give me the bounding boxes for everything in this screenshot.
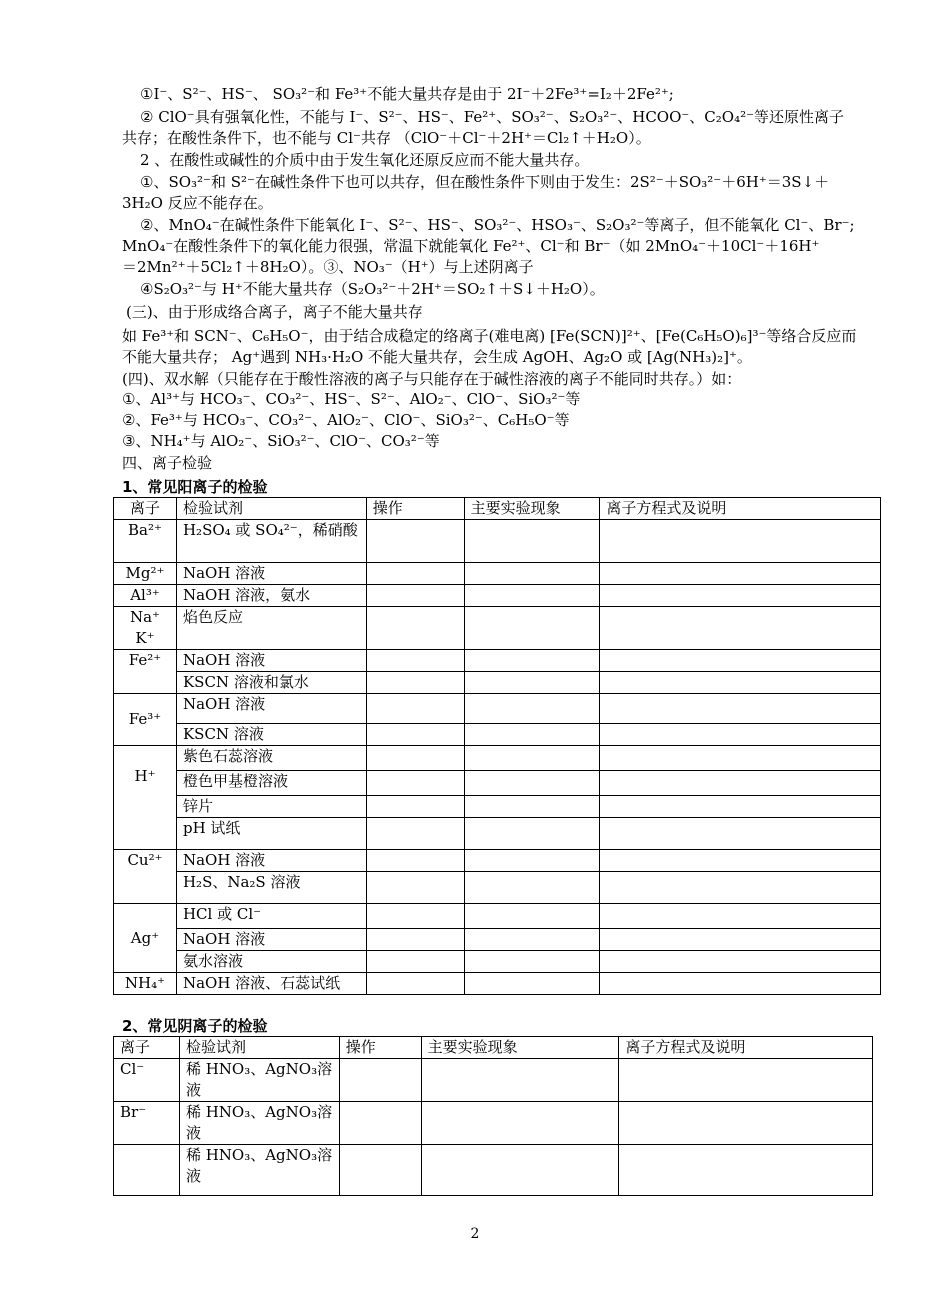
ion-cell: Fe²⁺	[114, 650, 177, 694]
table-row	[114, 563, 881, 585]
blank-cell	[366, 724, 464, 746]
blank-cell	[600, 724, 881, 746]
ion-cell	[114, 1145, 180, 1196]
paragraph: ＝2Mn²⁺＋5Cl₂↑＋8H₂O）。③、NO₃⁻（H⁺）与上述阴离子	[122, 258, 534, 276]
table-row	[114, 1145, 873, 1196]
reagent-cell: 稀 HNO₃、AgNO₃溶液	[179, 1102, 339, 1145]
blank-cell	[366, 672, 464, 694]
blank-cell	[600, 973, 881, 995]
paragraph: MnO₄⁻在酸性条件下的氧化能力很强，常温下就能氧化 Fe²⁺、Cl⁻和 Br⁻（如 2MnO₄⁻＋10Cl⁻＋16H⁺	[122, 237, 820, 255]
blank-cell	[600, 796, 881, 818]
blank-cell	[464, 818, 600, 850]
paragraph: ③、NH₄⁺与 AlO₂⁻、SiO₃²⁻、ClO⁻、CO₃²⁻等	[122, 432, 440, 450]
blank-cell	[600, 929, 881, 951]
header-cell: 主要实验现象	[464, 498, 600, 520]
blank-cell	[366, 796, 464, 818]
table-row	[114, 1059, 873, 1102]
blank-cell	[464, 951, 600, 973]
ion-cell: NH₄⁺	[114, 973, 177, 995]
table-row	[114, 1102, 873, 1145]
paragraph: 不能大量共存； Ag⁺遇到 NH₃·H₂O 不能大量共存，会生成 AgOH、Ag₂O 或 [Ag(NH₃)₂]⁺。	[122, 348, 752, 366]
paragraph: 如 Fe³⁺和 SCN⁻、C₆H₅O⁻，由于结合成稳定的络离子(难电离) [Fe(SCN)]²⁺、[Fe(C₆H₅O)₆]³⁻等络合反应而	[122, 327, 857, 345]
blank-cell	[600, 607, 881, 650]
blank-cell	[464, 746, 600, 771]
blank-cell	[464, 796, 600, 818]
table-header-row	[114, 498, 881, 520]
ion-cell: Ag⁺	[114, 904, 177, 973]
blank-cell	[600, 694, 881, 724]
header-cell: 离子	[114, 1037, 180, 1059]
header-cell: 离子方程式及说明	[619, 1037, 873, 1059]
reagent-cell: NaOH 溶液	[176, 650, 366, 672]
header-cell: 检验试剂	[179, 1037, 339, 1059]
blank-cell	[464, 929, 600, 951]
blank-cell	[600, 904, 881, 929]
table-row	[114, 520, 881, 563]
paragraph: 共存；在酸性条件下，也不能与 Cl⁻共存 （ClO⁻＋Cl⁻＋2H⁺＝Cl₂↑＋H₂O）。	[122, 129, 651, 147]
table-row	[114, 796, 881, 818]
paragraph: ①、SO₃²⁻和 S²⁻在碱性条件下也可以共存，但在酸性条件下则由于发生：2S²⁻＋SO₃²⁻＋6H⁺＝3S↓＋	[140, 173, 830, 191]
blank-cell	[464, 724, 600, 746]
table-row	[114, 746, 881, 771]
cation-table-title: 1、常见阳离子的检验	[122, 478, 268, 496]
blank-cell	[421, 1145, 619, 1196]
table-row	[114, 650, 881, 672]
table-row	[114, 771, 881, 796]
reagent-cell: 橙色甲基橙溶液	[176, 771, 366, 796]
blank-cell	[366, 951, 464, 973]
blank-cell	[366, 872, 464, 904]
table-row	[114, 607, 881, 650]
table-row	[114, 585, 881, 607]
reagent-cell: NaOH 溶液	[176, 850, 366, 872]
blank-cell	[619, 1059, 873, 1102]
reagent-cell: 焰色反应	[176, 607, 366, 650]
blank-cell	[619, 1102, 873, 1145]
blank-cell	[464, 850, 600, 872]
reagent-cell: 稀 HNO₃、AgNO₃溶液	[179, 1059, 339, 1102]
blank-cell	[464, 563, 600, 585]
paragraph: ①I⁻、S²⁻、HS⁻、 SO₃²⁻和 Fe³⁺不能大量共存是由于 2I⁻＋2Fe³⁺=I₂＋2Fe²⁺;	[140, 85, 674, 103]
section-heading: 四、离子检验	[122, 454, 213, 472]
blank-cell	[366, 929, 464, 951]
blank-cell	[464, 585, 600, 607]
table-header-row	[114, 1037, 873, 1059]
blank-cell	[421, 1059, 619, 1102]
anion-table-title: 2、常见阴离子的检验	[122, 1017, 268, 1035]
paragraph: ④S₂O₃²⁻与 H⁺不能大量共存（S₂O₃²⁻＋2H⁺＝SO₂↑＋S↓＋H₂O）。	[140, 280, 605, 298]
table-row	[114, 929, 881, 951]
table-row	[114, 872, 881, 904]
header-cell: 主要实验现象	[421, 1037, 619, 1059]
blank-cell	[339, 1059, 421, 1102]
reagent-cell: NaOH 溶液，氨水	[176, 585, 366, 607]
blank-cell	[600, 563, 881, 585]
blank-cell	[366, 850, 464, 872]
blank-cell	[366, 818, 464, 850]
blank-cell	[464, 872, 600, 904]
cation-test-table	[113, 497, 881, 995]
blank-cell	[600, 818, 881, 850]
ion-cell: Br⁻	[114, 1102, 180, 1145]
blank-cell	[464, 973, 600, 995]
blank-cell	[366, 563, 464, 585]
paragraph: ①、Al³⁺与 HCO₃⁻、CO₃²⁻、HS⁻、S²⁻、AlO₂⁻、ClO⁻、SiO₃²⁻等	[122, 390, 581, 408]
ion-cell: Al³⁺	[114, 585, 177, 607]
blank-cell	[366, 746, 464, 771]
subheading: (四)、双水解（只能存在于酸性溶液的离子与只能存在于碱性溶液的离子不能同时共存。）如：	[122, 370, 742, 388]
reagent-cell: 氨水溶液	[176, 951, 366, 973]
reagent-cell: HCl 或 Cl⁻	[176, 904, 366, 929]
blank-cell	[366, 973, 464, 995]
reagent-cell: pH 试纸	[176, 818, 366, 850]
ion-cell: Na⁺ K⁺	[114, 607, 177, 650]
blank-cell	[339, 1145, 421, 1196]
reagent-cell: 锌片	[176, 796, 366, 818]
reagent-cell: KSCN 溶液和氯水	[176, 672, 366, 694]
paragraph: ②、Fe³⁺与 HCO₃⁻、CO₃²⁻、AlO₂⁻、ClO⁻、SiO₃²⁻、C₆H₅O⁻等	[122, 411, 570, 429]
blank-cell	[600, 746, 881, 771]
paragraph: ② ClO⁻具有强氧化性，不能与 I⁻、S²⁻、HS⁻、Fe²⁺、SO₃²⁻、S₂O₃²⁻、HCOO⁻、C₂O₄²⁻等还原性离子	[140, 108, 845, 126]
anion-test-table	[113, 1036, 873, 1196]
blank-cell	[366, 585, 464, 607]
paragraph: ②、MnO₄⁻在碱性条件下能氧化 I⁻、S²⁻、HS⁻、SO₃²⁻、HSO₃⁻、S₂O₃²⁻等离子，但不能氧化 Cl⁻、Br⁻;	[140, 216, 855, 234]
reagent-cell: H₂SO₄ 或 SO₄²⁻，稀硝酸	[176, 520, 366, 563]
ion-cell: Fe³⁺	[114, 694, 177, 746]
ion-cell: H⁺	[114, 746, 177, 850]
blank-cell	[366, 694, 464, 724]
reagent-cell: 稀 HNO₃、AgNO₃溶液	[179, 1145, 339, 1196]
blank-cell	[464, 650, 600, 672]
blank-cell	[366, 771, 464, 796]
blank-cell	[619, 1145, 873, 1196]
blank-cell	[366, 650, 464, 672]
header-cell: 操作	[366, 498, 464, 520]
blank-cell	[366, 904, 464, 929]
table-row	[114, 973, 881, 995]
table-row	[114, 904, 881, 929]
blank-cell	[464, 607, 600, 650]
blank-cell	[600, 771, 881, 796]
ion-cell: Mg²⁺	[114, 563, 177, 585]
header-cell: 离子方程式及说明	[600, 498, 881, 520]
blank-cell	[421, 1102, 619, 1145]
blank-cell	[600, 672, 881, 694]
header-cell: 离子	[114, 498, 177, 520]
blank-cell	[600, 951, 881, 973]
blank-cell	[600, 872, 881, 904]
subheading: (三)、由于形成络合离子，离子不能大量共存	[126, 303, 423, 321]
ion-cell: Cu²⁺	[114, 850, 177, 904]
reagent-cell: NaOH 溶液	[176, 929, 366, 951]
header-cell: 操作	[339, 1037, 421, 1059]
table-row	[114, 724, 881, 746]
reagent-cell: KSCN 溶液	[176, 724, 366, 746]
blank-cell	[464, 904, 600, 929]
reagent-cell: 紫色石蕊溶液	[176, 746, 366, 771]
reagent-cell: NaOH 溶液、石蕊试纸	[176, 973, 366, 995]
paragraph: 2 、在酸性或碱性的介质中由于发生氧化还原反应而不能大量共存。	[140, 151, 590, 169]
blank-cell	[464, 694, 600, 724]
reagent-cell: NaOH 溶液	[176, 694, 366, 724]
ion-cell: Ba²⁺	[114, 520, 177, 563]
table-row	[114, 850, 881, 872]
ion-cell: Cl⁻	[114, 1059, 180, 1102]
reagent-cell: H₂S、Na₂S 溶液	[176, 872, 366, 904]
page-number: 2	[470, 1226, 480, 1242]
blank-cell	[464, 771, 600, 796]
blank-cell	[600, 585, 881, 607]
paragraph: 3H₂O 反应不能存在。	[122, 194, 273, 212]
blank-cell	[366, 520, 464, 563]
blank-cell	[600, 850, 881, 872]
blank-cell	[366, 607, 464, 650]
blank-cell	[464, 672, 600, 694]
header-cell: 检验试剂	[176, 498, 366, 520]
blank-cell	[600, 650, 881, 672]
reagent-cell: NaOH 溶液	[176, 563, 366, 585]
table-row	[114, 818, 881, 850]
table-row	[114, 694, 881, 724]
blank-cell	[464, 520, 600, 563]
blank-cell	[600, 520, 881, 563]
table-row	[114, 951, 881, 973]
table-row	[114, 672, 881, 694]
blank-cell	[339, 1102, 421, 1145]
